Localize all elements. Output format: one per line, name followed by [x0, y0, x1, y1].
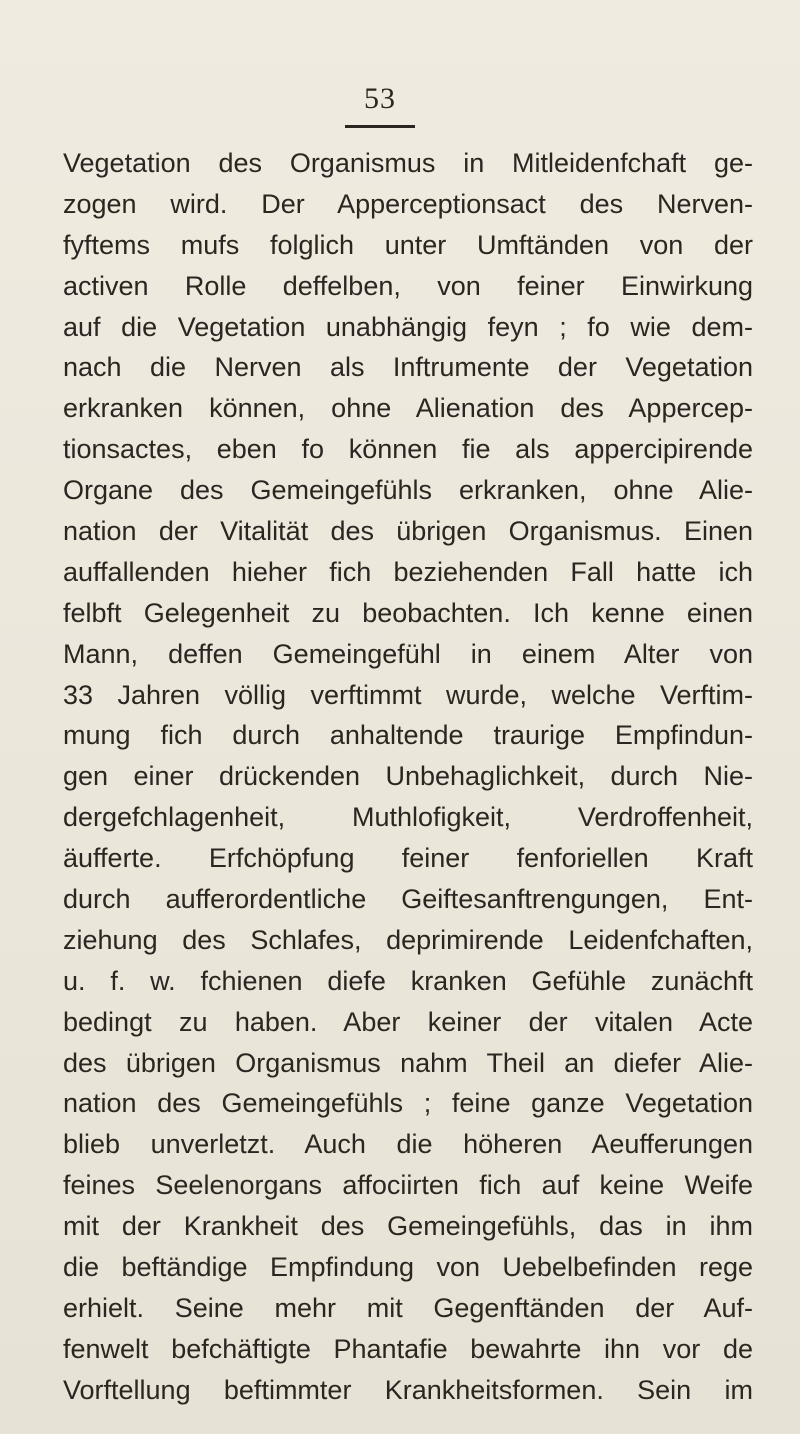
text-line: 33 Jahren völlig verftimmt wurde, welche Verftim-: [63, 679, 753, 710]
text-line: felbft Gelegenheit zu beobachten. Ich kenne einen: [63, 597, 753, 628]
text-line: nach die Nerven als Inftrumente der Vegetation: [63, 352, 753, 383]
page-number-rule: [345, 125, 415, 128]
text-line: mung fich durch anhaltende traurige Empfindun-: [63, 720, 753, 751]
text-line: gen einer drückenden Unbehaglichkeit, durch Nie-: [63, 761, 753, 792]
text-line: die beftändige Empfindung von Uebelbefinden rege: [63, 1252, 753, 1283]
text-line: nation der Vitalität des übrigen Organismus. Einen: [63, 516, 753, 547]
text-line: Vorftellung beftimmter Krankheitsformen. Sein im: [63, 1374, 753, 1405]
text-line: auffallenden hieher fich beziehenden Fall hatte ich: [63, 556, 753, 587]
text-line: äufferte. Erfchöpfung feiner fenforiellen Kraft: [63, 843, 753, 874]
text-line: nation des Gemeingefühls ; feine ganze Vegetation: [63, 1088, 753, 1119]
body-text: [63, 143, 753, 1411]
text-line: fenwelt befchäftigte Phantafie bewahrte ihn vor de: [63, 1333, 753, 1364]
text-line: erkranken können, ohne Alienation des Appercep-: [63, 393, 753, 424]
text-line: u. f. w. fchienen diefe kranken Gefühle zunächft: [63, 965, 753, 996]
text-line: feines Seelenorgans affociirten fich auf keine Weife: [63, 1170, 753, 1201]
text-line: zogen wird. Der Apperceptionsact des Nerven-: [63, 188, 753, 219]
text-line: fyftems mufs folglich unter Umftänden von der: [63, 229, 753, 260]
text-line: Organe des Gemeingefühls erkranken, ohne Alie-: [63, 475, 753, 506]
text-line: tionsactes, eben fo können fie als appercipirende: [63, 434, 753, 465]
text-line: erhielt. Seine mehr mit Gegenftänden der Auf-: [63, 1292, 753, 1323]
text-line: bedingt zu haben. Aber keiner der vitalen Acte: [63, 1006, 753, 1037]
text-line: Vegetation des Organismus in Mitleidenfchaft ge-: [63, 148, 753, 178]
text-line: activen Rolle deffelben, von feiner Einwirkung: [63, 270, 753, 301]
text-line: blieb unverletzt. Auch die höheren Aeufferungen: [63, 1129, 753, 1160]
text-line: mit der Krankheit des Gemeingefühls, das in ihm: [63, 1211, 753, 1242]
text-line: durch aufferordentliche Geiftesanftrengungen, Ent-: [63, 884, 753, 915]
text-line: ziehung des Schlafes, deprimirende Leidenfchaften,: [63, 924, 753, 955]
page-number: 53: [364, 82, 396, 115]
text-line: Mann, deffen Gemeingefühl in einem Alter von: [63, 638, 753, 669]
text-line: auf die Vegetation unabhängig feyn ; fo wie dem-: [63, 311, 753, 342]
text-line: dergefchlagenheit, Muthlofigkeit, Verdroffenheit,: [63, 802, 753, 833]
text-line: des übrigen Organismus nahm Theil an diefer Alie-: [63, 1047, 753, 1078]
